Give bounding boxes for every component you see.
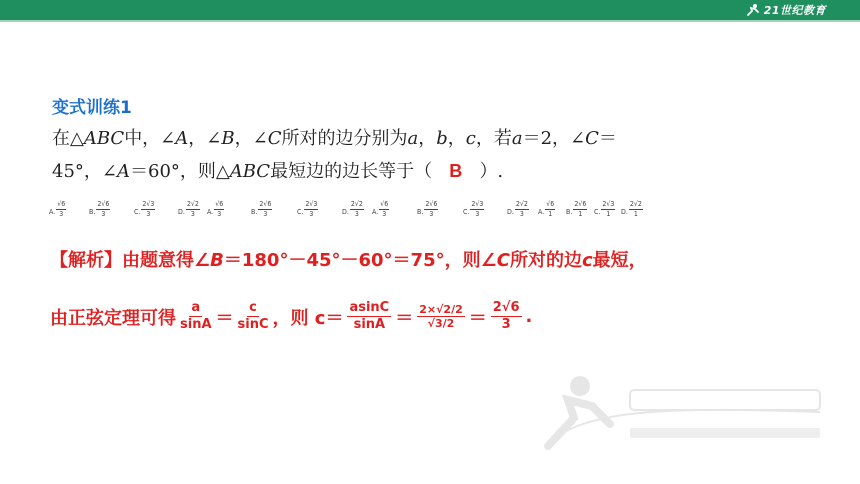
option-fraction: $\frac{2√6}{3}$: [259, 200, 272, 218]
option-2: [134, 200, 155, 219]
question-line-2: 45°，∠A＝60°，则△ABC最短边的边长等于（ B ）.: [52, 161, 504, 182]
option-fraction: $\frac{√6}{3}$: [215, 200, 224, 218]
option-label: D.: [178, 208, 185, 216]
solution-formula: 由正弦定理可得 a sinA ＝ c sinC ，则 c＝ asinC sinA ＝ 2×√2/2 √3/2 ＝ 2√6 3 .: [50, 300, 533, 332]
option-label: C.: [463, 208, 470, 216]
option-label: A.: [49, 208, 56, 216]
answer-options: [49, 200, 649, 234]
option-1: [89, 200, 110, 219]
header-bar: [0, 0, 860, 20]
option-label: D.: [342, 208, 349, 216]
fraction-c-over-sinc: c sinC: [237, 300, 269, 332]
header-underline: [0, 20, 860, 22]
fraction-result: 2√6 3: [492, 300, 520, 332]
option-fraction: $\frac{2√3}{3}$: [305, 200, 318, 218]
option-fraction: $\frac{2√6}{3}$: [425, 200, 438, 218]
fraction-numeric: 2×√2/2 √3/2: [419, 303, 463, 330]
option-fraction: $\frac{2√6}{1}$: [574, 200, 587, 218]
option-fraction: $\frac{√6}{1}$: [546, 200, 555, 218]
section-title: 变式训练1: [52, 98, 132, 118]
runner-icon: [746, 3, 760, 17]
option-label: C.: [594, 208, 601, 216]
option-label: B.: [251, 208, 258, 216]
option-fraction: $\frac{2√3}{1}$: [602, 200, 615, 218]
option-fraction: $\frac{2√2}{3}$: [350, 200, 363, 218]
option-5: [251, 200, 272, 219]
option-3: [178, 200, 200, 219]
option-4: [207, 200, 224, 219]
option-label: B.: [89, 208, 96, 216]
option-fraction: $\frac{2√3}{3}$: [142, 200, 155, 218]
option-label: A.: [372, 208, 379, 216]
option-10: [463, 200, 484, 219]
fraction-a-over-sina: a sinA: [180, 300, 212, 332]
option-fraction: $\frac{2√6}{3}$: [97, 200, 110, 218]
brand-logo: [746, 2, 826, 18]
option-fraction: $\frac{2√2}{1}$: [629, 200, 642, 218]
option-11: [507, 200, 529, 219]
option-6: [297, 200, 318, 219]
option-fraction: $\frac{√6}{3}$: [380, 200, 389, 218]
option-fraction: $\frac{2√2}{3}$: [515, 200, 528, 218]
option-fraction: $\frac{√6}{3}$: [57, 200, 66, 218]
watermark-logo: [540, 372, 830, 458]
option-7: [342, 200, 364, 219]
option-0: [49, 200, 66, 219]
option-12: [538, 200, 555, 219]
option-label: B.: [566, 208, 573, 216]
fraction-asinc-over-sina: asinC sinA: [349, 300, 390, 332]
option-label: D.: [621, 208, 628, 216]
option-label: B.: [417, 208, 424, 216]
option-label: C.: [134, 208, 141, 216]
option-14: [594, 200, 615, 219]
analysis-line: 【解析】由题意得∠B＝180°－45°－60°＝75°，则∠C所对的边c最短，: [50, 250, 647, 271]
option-13: [566, 200, 587, 219]
option-fraction: $\frac{2√3}{3}$: [471, 200, 484, 218]
option-label: A.: [207, 208, 214, 216]
option-9: [417, 200, 438, 219]
option-label: A.: [538, 208, 545, 216]
option-label: D.: [507, 208, 514, 216]
option-15: [621, 200, 643, 219]
logo-text: 21世纪教育: [763, 4, 826, 17]
answer-mark: B: [449, 161, 463, 181]
option-label: C.: [297, 208, 304, 216]
option-fraction: $\frac{2√2}{3}$: [186, 200, 199, 218]
option-8: [372, 200, 389, 219]
question-line-1: 在△ABC中，∠A，∠B，∠C所对的边分别为a，b，c，若a＝2，∠C＝: [52, 128, 617, 149]
